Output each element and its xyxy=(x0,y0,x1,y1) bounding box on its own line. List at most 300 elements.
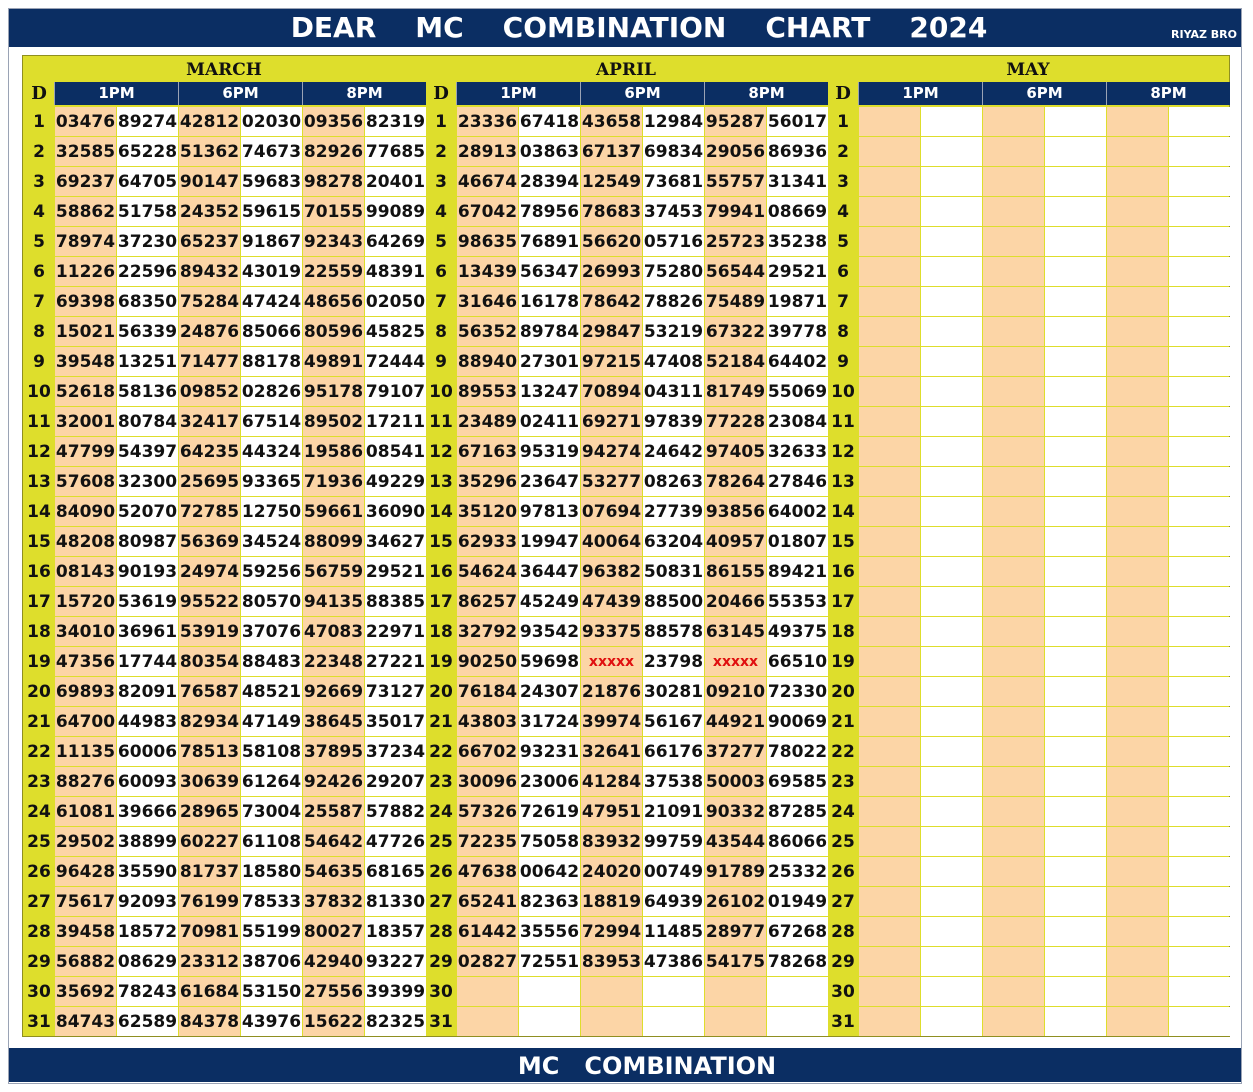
result-cell xyxy=(1045,467,1106,496)
result-cell: 09852 xyxy=(179,377,240,406)
result-cell xyxy=(859,587,920,616)
result-cell: 80987 xyxy=(117,527,178,556)
result-cell xyxy=(1169,647,1230,676)
result-cell xyxy=(921,977,982,1006)
result-cell: 35296 xyxy=(457,467,518,496)
result-cell: 55757 xyxy=(705,167,766,196)
result-cell xyxy=(921,317,982,346)
result-cell xyxy=(1107,977,1168,1006)
result-cell: 56620 xyxy=(581,227,642,256)
result-cell xyxy=(921,1007,982,1036)
result-cell xyxy=(921,947,982,976)
result-cell: 92669 xyxy=(303,677,364,706)
result-cell xyxy=(1169,767,1230,796)
result-cell xyxy=(1107,917,1168,946)
result-cell: 53150 xyxy=(241,977,302,1006)
result-cell: 90193 xyxy=(117,557,178,586)
result-cell: 36090 xyxy=(365,497,426,526)
result-cell xyxy=(1169,107,1230,136)
result-cell: 78264 xyxy=(705,467,766,496)
result-cell xyxy=(1169,707,1230,736)
result-cell: 49229 xyxy=(365,467,426,496)
result-cell: 45825 xyxy=(365,317,426,346)
result-cell: 46674 xyxy=(457,167,518,196)
result-cell: 61108 xyxy=(241,827,302,856)
result-cell: 01807 xyxy=(767,527,828,556)
result-cell: 59615 xyxy=(241,197,302,226)
result-cell: 25332 xyxy=(767,857,828,886)
result-cell xyxy=(983,707,1044,736)
result-cell: 80027 xyxy=(303,917,364,946)
result-cell xyxy=(921,857,982,886)
result-cell xyxy=(859,917,920,946)
result-cell: 80596 xyxy=(303,317,364,346)
result-cell: 02411 xyxy=(519,407,580,436)
day-number: 29 xyxy=(24,947,54,976)
result-cell: 48208 xyxy=(55,527,116,556)
result-cell: 61442 xyxy=(457,917,518,946)
result-cell xyxy=(1107,407,1168,436)
result-cell: 12750 xyxy=(241,497,302,526)
result-cell: 97813 xyxy=(519,497,580,526)
result-cell: 43976 xyxy=(241,1007,302,1036)
result-cell: 30639 xyxy=(179,767,240,796)
result-cell: 56882 xyxy=(55,947,116,976)
day-number: 6 xyxy=(828,257,858,286)
result-cell: 27221 xyxy=(365,647,426,676)
result-cell xyxy=(983,917,1044,946)
result-cell xyxy=(921,647,982,676)
result-cell xyxy=(983,737,1044,766)
day-number: 22 xyxy=(828,737,858,766)
result-cell xyxy=(1169,677,1230,706)
result-cell xyxy=(859,887,920,916)
result-cell: 65241 xyxy=(457,887,518,916)
result-cell: 47439 xyxy=(581,587,642,616)
result-cell: 11485 xyxy=(643,917,704,946)
result-cell: 57608 xyxy=(55,467,116,496)
day-number: 6 xyxy=(24,257,54,286)
result-cell: 93231 xyxy=(519,737,580,766)
result-cell: 37895 xyxy=(303,737,364,766)
result-cell: 72330 xyxy=(767,677,828,706)
day-number: 26 xyxy=(828,857,858,886)
result-cell: 64235 xyxy=(179,437,240,466)
result-cell: 22348 xyxy=(303,647,364,676)
result-cell: 53277 xyxy=(581,467,642,496)
result-cell: 72994 xyxy=(581,917,642,946)
result-cell: 95287 xyxy=(705,107,766,136)
result-cell xyxy=(1107,107,1168,136)
day-header: D xyxy=(24,82,54,105)
result-cell xyxy=(1045,257,1106,286)
result-cell: 65228 xyxy=(117,137,178,166)
result-cell xyxy=(1107,707,1168,736)
result-cell: 89421 xyxy=(767,557,828,586)
result-cell: 47638 xyxy=(457,857,518,886)
result-cell: 82926 xyxy=(303,137,364,166)
result-cell: 89502 xyxy=(303,407,364,436)
day-number: 28 xyxy=(426,917,456,946)
result-cell: 23084 xyxy=(767,407,828,436)
result-cell xyxy=(983,167,1044,196)
result-cell: 96428 xyxy=(55,857,116,886)
day-number: 16 xyxy=(24,557,54,586)
result-cell xyxy=(921,557,982,586)
result-cell xyxy=(983,257,1044,286)
session-header-1pm: 1PM xyxy=(456,82,580,105)
result-cell xyxy=(921,617,982,646)
result-cell xyxy=(921,137,982,166)
result-cell: 09210 xyxy=(705,677,766,706)
result-cell: 25587 xyxy=(303,797,364,826)
result-cell: 67137 xyxy=(581,137,642,166)
result-cell: 47149 xyxy=(241,707,302,736)
result-cell: 40064 xyxy=(581,527,642,556)
result-cell: 49375 xyxy=(767,617,828,646)
day-number: 4 xyxy=(24,197,54,226)
result-cell: 20466 xyxy=(705,587,766,616)
result-cell xyxy=(921,497,982,526)
result-cell: 22971 xyxy=(365,617,426,646)
result-cell xyxy=(1045,797,1106,826)
result-cell: 37076 xyxy=(241,617,302,646)
result-cell xyxy=(983,407,1044,436)
day-number: 7 xyxy=(426,287,456,316)
result-cell xyxy=(1169,467,1230,496)
result-cell: 17744 xyxy=(117,647,178,676)
result-cell xyxy=(921,287,982,316)
result-cell: 03863 xyxy=(519,137,580,166)
session-header-1pm: 1PM xyxy=(858,82,982,105)
result-cell: 32641 xyxy=(581,737,642,766)
result-cell: 91867 xyxy=(241,227,302,256)
result-cell xyxy=(859,257,920,286)
session-header-8pm: 8PM xyxy=(302,82,426,105)
day-number: 23 xyxy=(828,767,858,796)
result-cell: 56347 xyxy=(519,257,580,286)
result-cell xyxy=(921,437,982,466)
day-number: 29 xyxy=(426,947,456,976)
result-cell: 25695 xyxy=(179,467,240,496)
result-cell: 00642 xyxy=(519,857,580,886)
day-header: D xyxy=(828,82,858,105)
result-cell: 52618 xyxy=(55,377,116,406)
result-cell xyxy=(1169,1007,1230,1036)
result-cell xyxy=(1045,767,1106,796)
result-cell: 71936 xyxy=(303,467,364,496)
day-number: 17 xyxy=(426,587,456,616)
result-cell: 39399 xyxy=(365,977,426,1006)
result-cell: 32001 xyxy=(55,407,116,436)
result-cell: 42940 xyxy=(303,947,364,976)
day-number: 23 xyxy=(24,767,54,796)
result-cell: 61684 xyxy=(179,977,240,1006)
day-number: 30 xyxy=(24,977,54,1006)
day-number: 8 xyxy=(828,317,858,346)
result-cell xyxy=(983,137,1044,166)
result-cell: 91789 xyxy=(705,857,766,886)
result-cell: 18819 xyxy=(581,887,642,916)
result-cell: 78974 xyxy=(55,227,116,256)
result-cell xyxy=(1169,527,1230,556)
result-cell: 55353 xyxy=(767,587,828,616)
day-number: 5 xyxy=(426,227,456,256)
day-number: 24 xyxy=(24,797,54,826)
result-cell xyxy=(1045,947,1106,976)
result-cell: 00749 xyxy=(643,857,704,886)
result-cell: 15021 xyxy=(55,317,116,346)
result-cell: 13251 xyxy=(117,347,178,376)
day-number: 7 xyxy=(24,287,54,316)
result-cell: 21876 xyxy=(581,677,642,706)
result-cell: 19586 xyxy=(303,437,364,466)
result-cell: 84378 xyxy=(179,1007,240,1036)
result-cell: 81749 xyxy=(705,377,766,406)
result-cell: 62589 xyxy=(117,1007,178,1036)
result-cell: 56544 xyxy=(705,257,766,286)
result-cell xyxy=(921,407,982,436)
result-cell: 59683 xyxy=(241,167,302,196)
result-cell xyxy=(983,677,1044,706)
result-cell: 44983 xyxy=(117,707,178,736)
result-cell: 59661 xyxy=(303,497,364,526)
result-cell: 54635 xyxy=(303,857,364,886)
day-number: 28 xyxy=(24,917,54,946)
result-cell: 67268 xyxy=(767,917,828,946)
result-cell xyxy=(859,437,920,466)
result-cell: 32417 xyxy=(179,407,240,436)
result-cell: 37538 xyxy=(643,767,704,796)
day-number: 11 xyxy=(828,407,858,436)
result-cell xyxy=(1169,797,1230,826)
result-cell: 72785 xyxy=(179,497,240,526)
result-cell: 55069 xyxy=(767,377,828,406)
result-cell: 28913 xyxy=(457,137,518,166)
result-cell xyxy=(921,527,982,556)
result-cell: 92426 xyxy=(303,767,364,796)
result-cell: 54175 xyxy=(705,947,766,976)
result-cell xyxy=(1045,737,1106,766)
result-cell xyxy=(1045,917,1106,946)
title-bar xyxy=(9,9,1241,47)
result-cell: 73004 xyxy=(241,797,302,826)
result-cell: 90069 xyxy=(767,707,828,736)
result-cell xyxy=(859,617,920,646)
result-cell: 17211 xyxy=(365,407,426,436)
result-cell xyxy=(1045,887,1106,916)
result-cell: 29521 xyxy=(365,557,426,586)
result-cell: 29521 xyxy=(767,257,828,286)
result-cell: 09356 xyxy=(303,107,364,136)
result-cell: 95178 xyxy=(303,377,364,406)
result-cell xyxy=(983,467,1044,496)
day-number: 24 xyxy=(828,797,858,826)
result-cell: 59698 xyxy=(519,647,580,676)
result-cell xyxy=(1045,857,1106,886)
result-cell: 80570 xyxy=(241,587,302,616)
result-cell: 37234 xyxy=(365,737,426,766)
result-cell: 90147 xyxy=(179,167,240,196)
result-cell: 12984 xyxy=(643,107,704,136)
result-cell xyxy=(1107,317,1168,346)
result-cell: 23312 xyxy=(179,947,240,976)
day-number: 22 xyxy=(24,737,54,766)
result-cell: 34010 xyxy=(55,617,116,646)
result-cell: 64939 xyxy=(643,887,704,916)
result-cell xyxy=(1107,587,1168,616)
result-cell: 64705 xyxy=(117,167,178,196)
result-cell xyxy=(1045,167,1106,196)
result-cell xyxy=(983,617,1044,646)
result-cell xyxy=(705,977,766,1006)
result-cell: 80784 xyxy=(117,407,178,436)
result-cell: 93365 xyxy=(241,467,302,496)
result-cell xyxy=(581,1007,642,1036)
result-cell: 88578 xyxy=(643,617,704,646)
result-cell xyxy=(1045,317,1106,346)
result-cell: 78533 xyxy=(241,887,302,916)
day-number: 8 xyxy=(24,317,54,346)
result-cell: 32585 xyxy=(55,137,116,166)
result-cell: 23336 xyxy=(457,107,518,136)
result-cell xyxy=(921,917,982,946)
result-cell: 56759 xyxy=(303,557,364,586)
result-cell: 55199 xyxy=(241,917,302,946)
result-cell: 23798 xyxy=(643,647,704,676)
result-cell: 75489 xyxy=(705,287,766,316)
day-number: 3 xyxy=(24,167,54,196)
result-cell: 60006 xyxy=(117,737,178,766)
session-header-6pm: 6PM xyxy=(982,82,1106,105)
day-number: 5 xyxy=(828,227,858,256)
result-cell: 28394 xyxy=(519,167,580,196)
result-cell: 97405 xyxy=(705,437,766,466)
result-cell xyxy=(1169,137,1230,166)
day-number: 10 xyxy=(426,377,456,406)
result-cell: 23647 xyxy=(519,467,580,496)
result-cell: 08143 xyxy=(55,557,116,586)
result-cell xyxy=(1107,287,1168,316)
day-number: 9 xyxy=(24,347,54,376)
result-cell xyxy=(983,557,1044,586)
day-number: 20 xyxy=(828,677,858,706)
footer-title: MC COMBINATION xyxy=(517,1052,777,1080)
result-cell: 50831 xyxy=(643,557,704,586)
day-number: 16 xyxy=(426,557,456,586)
result-cell: 53919 xyxy=(179,617,240,646)
result-cell: 72444 xyxy=(365,347,426,376)
result-cell: 37832 xyxy=(303,887,364,916)
result-cell xyxy=(859,947,920,976)
result-cell: 76199 xyxy=(179,887,240,916)
result-cell xyxy=(859,167,920,196)
day-number: 8 xyxy=(426,317,456,346)
result-cell xyxy=(859,707,920,736)
result-cell: 13439 xyxy=(457,257,518,286)
result-cell: 07694 xyxy=(581,497,642,526)
result-cell xyxy=(1045,287,1106,316)
day-number: 31 xyxy=(24,1007,54,1036)
result-cell: 30096 xyxy=(457,767,518,796)
result-cell: 52184 xyxy=(705,347,766,376)
day-number: 27 xyxy=(828,887,858,916)
result-cell: 26102 xyxy=(705,887,766,916)
result-cell xyxy=(983,287,1044,316)
result-cell: 66176 xyxy=(643,737,704,766)
result-cell: 69237 xyxy=(55,167,116,196)
result-cell xyxy=(859,197,920,226)
result-cell xyxy=(859,287,920,316)
result-cell: 39458 xyxy=(55,917,116,946)
result-cell: 47726 xyxy=(365,827,426,856)
result-cell: 69398 xyxy=(55,287,116,316)
result-cell: 63145 xyxy=(705,617,766,646)
result-cell: 78642 xyxy=(581,287,642,316)
result-cell xyxy=(983,587,1044,616)
result-cell: 47083 xyxy=(303,617,364,646)
result-cell xyxy=(983,767,1044,796)
result-cell xyxy=(767,1007,828,1036)
result-cell xyxy=(859,467,920,496)
result-cell: 48391 xyxy=(365,257,426,286)
result-cell xyxy=(1045,587,1106,616)
day-number: 23 xyxy=(426,767,456,796)
result-cell xyxy=(1045,347,1106,376)
result-cell: 70155 xyxy=(303,197,364,226)
day-number: 14 xyxy=(24,497,54,526)
result-cell: 27739 xyxy=(643,497,704,526)
result-cell: 60227 xyxy=(179,827,240,856)
result-cell: 34627 xyxy=(365,527,426,556)
day-number: 15 xyxy=(24,527,54,556)
result-cell: 40957 xyxy=(705,527,766,556)
result-cell: 86066 xyxy=(767,827,828,856)
day-number: 27 xyxy=(24,887,54,916)
result-cell: 99089 xyxy=(365,197,426,226)
result-cell: 77685 xyxy=(365,137,426,166)
result-cell xyxy=(859,557,920,586)
result-cell xyxy=(859,227,920,256)
result-cell: 56167 xyxy=(643,707,704,736)
result-cell xyxy=(1169,197,1230,226)
result-cell: 89432 xyxy=(179,257,240,286)
result-cell xyxy=(921,797,982,826)
result-cell: 02030 xyxy=(241,107,302,136)
result-cell: 82319 xyxy=(365,107,426,136)
result-cell: 67418 xyxy=(519,107,580,136)
result-cell: 12549 xyxy=(581,167,642,196)
result-cell: 44324 xyxy=(241,437,302,466)
result-cell: 70981 xyxy=(179,917,240,946)
result-cell: 53219 xyxy=(643,317,704,346)
result-cell xyxy=(859,797,920,826)
result-cell xyxy=(1045,497,1106,526)
result-cell: 53619 xyxy=(117,587,178,616)
day-number: 20 xyxy=(24,677,54,706)
result-cell xyxy=(1045,1007,1106,1036)
result-cell: 82363 xyxy=(519,887,580,916)
result-cell: 78022 xyxy=(767,737,828,766)
result-cell: 79107 xyxy=(365,377,426,406)
result-cell xyxy=(859,647,920,676)
result-cell xyxy=(1107,347,1168,376)
result-cell: 39666 xyxy=(117,797,178,826)
result-cell: 82934 xyxy=(179,707,240,736)
result-cell: 78268 xyxy=(767,947,828,976)
result-cell: 64002 xyxy=(767,497,828,526)
result-cell xyxy=(1045,647,1106,676)
